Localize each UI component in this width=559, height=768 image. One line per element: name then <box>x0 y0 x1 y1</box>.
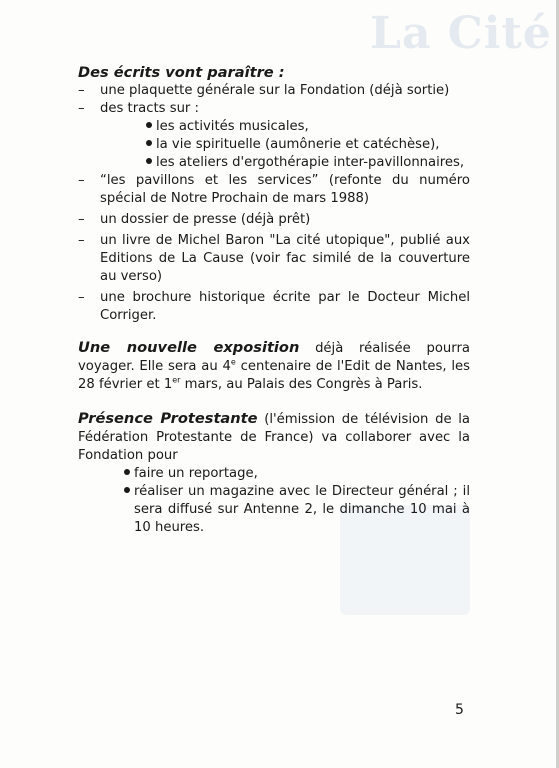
section-title-writings: Des écrits vont paraître : <box>78 64 285 81</box>
list-item-text: les ateliers d'ergothérapie inter-pavillonnaires, <box>156 155 465 170</box>
list-item <box>78 82 470 100</box>
list-item-text: une brochure historique écrite par le Docteur Michel Corriger. <box>100 290 470 323</box>
dash-marker: – <box>78 233 85 248</box>
superscript: er <box>172 375 181 385</box>
list-item <box>78 100 470 118</box>
list-item-text: “les pavillons et les services” (refonte du numéro spécial de Notre Prochain de mars 1988) <box>100 173 470 206</box>
tv-bullets-list <box>78 465 470 537</box>
list-item-text: des tracts sur : <box>100 101 199 116</box>
bullet-icon <box>124 469 130 475</box>
list-item-text: un livre de Michel Baron "La cité utopique", publié aux Editions de La Cause (voir fac similé de la couverture au verso) <box>100 233 470 284</box>
list-item <box>78 172 470 208</box>
list-item <box>78 232 470 286</box>
list-item <box>78 211 470 229</box>
bullet-icon <box>124 487 130 493</box>
tv-paragraph <box>78 410 470 465</box>
dash-marker: – <box>78 290 85 305</box>
dash-marker: – <box>78 212 85 227</box>
list-item-text: la vie spirituelle (aumônerie et catéchèse), <box>156 137 440 152</box>
list-item <box>124 483 470 537</box>
superscript: e <box>230 357 236 367</box>
paragraph-text: centenaire de l'Edit de Nantes, les 28 février et 1 <box>78 359 470 392</box>
dash-marker: – <box>78 83 85 98</box>
list-item <box>146 118 470 136</box>
list-item <box>78 289 470 325</box>
list-item-text: réaliser un magazine avec le Directeur général ; il sera diffusé sur Antenne 2, le dimanche 10 mai à 10 heures. <box>134 484 470 535</box>
paragraph-text: mars, au Palais des Congrès à Paris. <box>180 377 423 392</box>
dash-marker: – <box>78 173 85 188</box>
list-item <box>124 465 470 483</box>
tract-topics-list <box>78 118 470 172</box>
bullet-icon <box>146 122 152 128</box>
list-item <box>146 154 470 172</box>
list-item-text: faire un reportage, <box>134 466 258 481</box>
document-body <box>78 64 470 537</box>
page-number: 5 <box>455 702 464 718</box>
section-title-exhibition: Une nouvelle exposition <box>78 339 300 356</box>
paragraph-text: déjà réalisée pourra voyager. Elle sera au 4 <box>78 341 470 374</box>
paragraph-text: (l'émission de télévision de la Fédération Protestante de France) va collaborer avec la Fondation pour <box>78 412 470 463</box>
list-item <box>146 136 470 154</box>
bleed-through-text: La Cité <box>370 8 552 59</box>
list-item-text: une plaquette générale sur la Fondation (déjà sortie) <box>100 83 450 98</box>
exhibition-paragraph <box>78 339 470 394</box>
list-item-text: un dossier de presse (déjà prêt) <box>100 212 311 227</box>
bullet-icon <box>146 140 152 146</box>
dash-marker: – <box>78 101 85 116</box>
bullet-icon <box>146 158 152 164</box>
list-item-text: les activités musicales, <box>156 119 309 134</box>
section-title-tv: Présence Protestante <box>78 410 258 427</box>
